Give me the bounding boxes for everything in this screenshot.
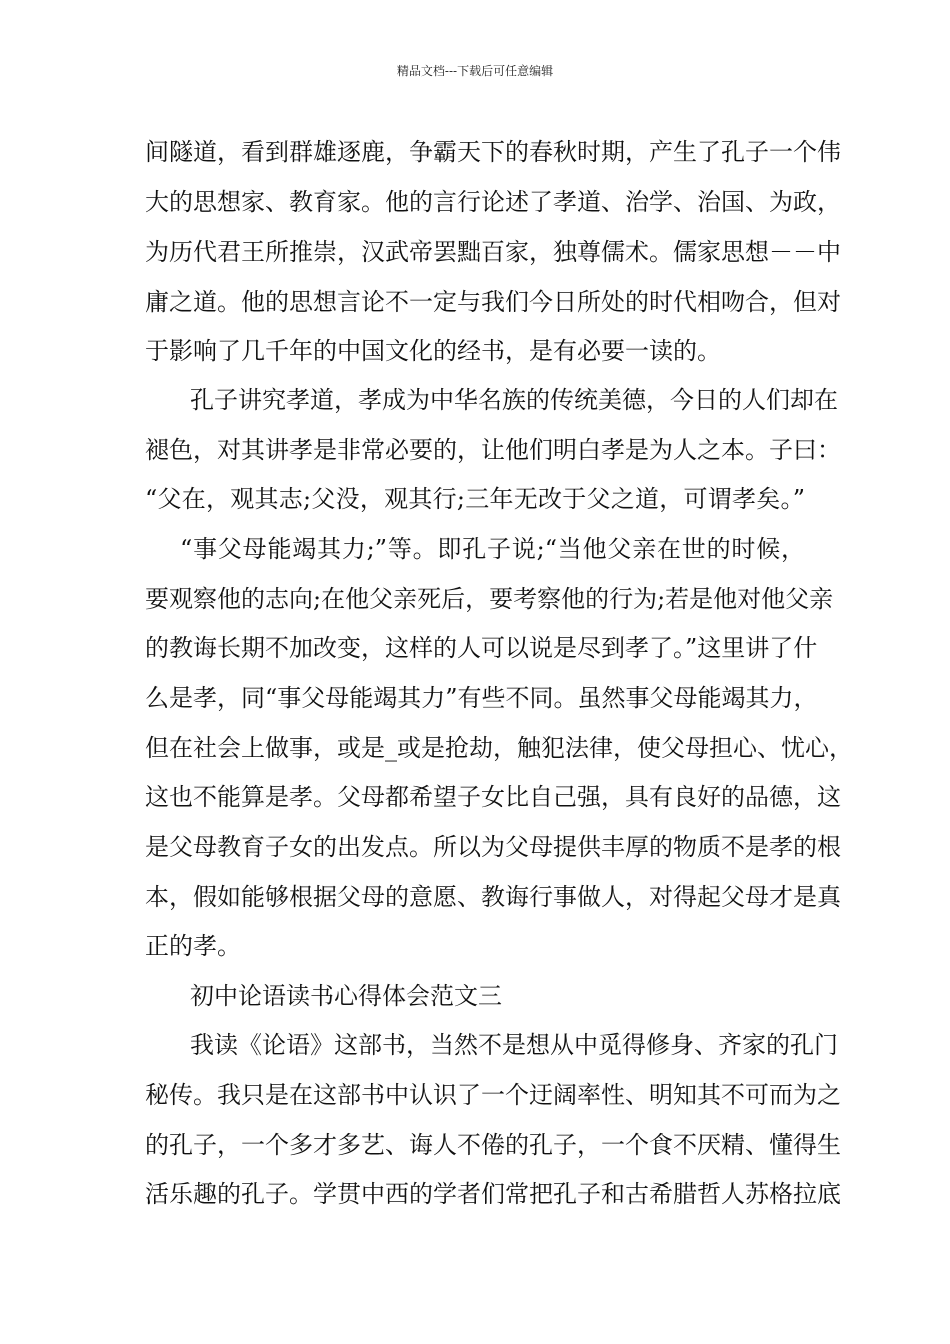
body-text-line: 要观察他的志向;在他父亲死后，要考察他的行为;若是他对他父亲 — [145, 585, 834, 613]
body-text-line: “父在，观其志;父没，观其行;三年无改于父之道，可谓孝矣。” — [145, 485, 805, 513]
body-text-line: 大的思想家、教育家。他的言行论述了孝道、治学、治国、为政， — [145, 188, 841, 216]
body-text-line: 于影响了几千年的中国文化的经书，是有必要一读的。 — [145, 337, 721, 365]
body-text-line: 么是孝，同“事父母能竭其力”有些不同。虽然事父母能竭其力， — [145, 684, 818, 712]
body-text-line: 的教诲长期不加改变，这样的人可以说是尽到孝了。”这里讲了什 — [145, 634, 818, 662]
paragraph-first-line: 孔子讲究孝道，孝成为中华名族的传统美德，今日的人们却在 — [190, 386, 838, 414]
section-heading: 初中论语读书心得体会范文三 — [190, 982, 502, 1010]
body-text-line: 为历代君王所推崇，汉武帝罢黜百家，独尊儒术。儒家思想－－中 — [145, 238, 841, 266]
body-text-line: 正的孝。 — [145, 932, 241, 960]
body-text-line: 本，假如能够根据父母的意愿、教诲行事做人，对得起父母才是真 — [145, 883, 841, 911]
body-text-line: 庸之道。他的思想言论不一定与我们今日所处的时代相吻合，但对 — [145, 288, 841, 316]
page-header: 精品文档---下载后可任意编辑 — [396, 64, 554, 78]
body-text-line: 是父母教育子女的出发点。所以为父母提供丰厚的物质不是孝的根 — [145, 833, 841, 861]
paragraph-first-line: “事父母能竭其力;”等。即孔子说;“当他父亲在世的时候， — [180, 535, 805, 563]
body-text-line: 褪色，对其讲孝是非常必要的，让他们明白孝是为人之本。子曰： — [145, 436, 841, 464]
body-text-line: 秘传。我只是在这部书中认识了一个迂阔率性、明知其不可而为之 — [145, 1081, 841, 1109]
paragraph-first-line: 我读《论语》这部书，当然不是想从中觅得修身、齐家的孔门 — [190, 1031, 838, 1059]
body-text-line: 活乐趣的孔子。学贯中西的学者们常把孔子和古希腊哲人苏格拉底 — [145, 1180, 841, 1208]
body-text-line: 间隧道，看到群雄逐鹿，争霸天下的春秋时期，产生了孔子一个伟 — [145, 138, 841, 166]
body-text-line: 这也不能算是孝。父母都希望子女比自己强，具有良好的品德，这 — [145, 783, 841, 811]
body-text-line: 的孔子，一个多才多艺、诲人不倦的孔子，一个食不厌精、懂得生 — [145, 1131, 841, 1159]
body-text-line: 但在社会上做事，或是_或是抢劫，触犯法律，使父母担心、忧心， — [145, 734, 853, 762]
